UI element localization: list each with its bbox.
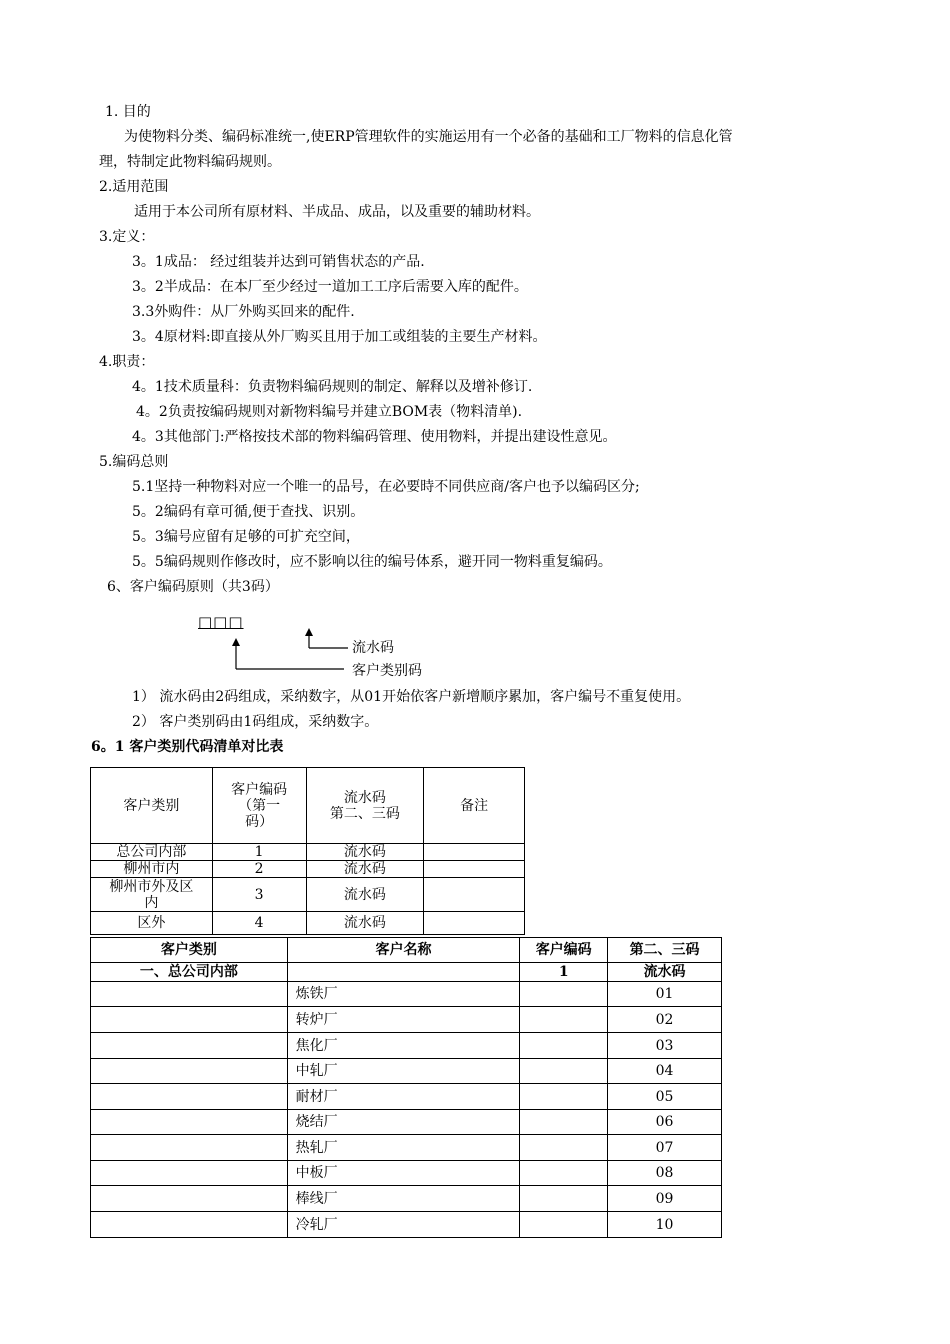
customer-serial-cell: 02 xyxy=(608,1007,722,1033)
table-row xyxy=(91,878,525,912)
section-1-title: 1. 目的 xyxy=(105,104,151,120)
table1-header-row xyxy=(91,768,525,844)
table2-header-category: 客户类别 xyxy=(91,938,288,963)
code-boxes: □□□ xyxy=(198,613,244,631)
customer-serial-cell: 01 xyxy=(608,982,722,1007)
customer-name-cell: 炼铁厂 xyxy=(287,982,520,1007)
section-5-title: 5.编码总则 xyxy=(99,454,169,470)
customer-serial-cell: 06 xyxy=(608,1110,722,1135)
table1-remark-cell xyxy=(424,878,525,912)
table1-header-remark: 备注 xyxy=(424,768,525,844)
table-row xyxy=(91,861,525,878)
customer-name-cell: 焦化厂 xyxy=(287,1033,520,1059)
customer-serial-cell: 07 xyxy=(608,1135,722,1161)
table-row xyxy=(91,844,525,861)
section-4-item-3: 4。3其他部门:严格按技术部的物料编码管理、使用物料，并提出建设性意见。 xyxy=(132,429,617,445)
table1-code-cell: 4 xyxy=(212,912,306,935)
table1-header-serial-line1: 流水码 xyxy=(343,789,386,806)
table1-header-serial-line2: 第二、三码 xyxy=(329,805,400,822)
table-row xyxy=(91,1161,722,1186)
note-1: 1） 流水码由2码组成，采纳数字，从01开始依客户新增顺序累加，客户编号不重复使用。 xyxy=(132,689,691,705)
table-row xyxy=(91,1033,722,1059)
table-row xyxy=(91,1135,722,1161)
table2-group-code: 1 xyxy=(520,963,608,982)
customer-name-cell: 热轧厂 xyxy=(287,1135,520,1161)
category-arrow-head xyxy=(232,638,240,646)
serial-arrow-head xyxy=(305,628,313,636)
table2-group-category: 一、总公司内部 xyxy=(91,963,288,982)
table1-header-code-line3: 码） xyxy=(245,813,274,830)
section-4-item-2: 4。2负责按编码规则对新物料编号并建立BOM表（物料清单). xyxy=(136,404,523,420)
table1-serial-cell: 流水码 xyxy=(306,861,424,878)
table1-code-cell: 2 xyxy=(212,861,306,878)
customer-name-cell: 转炉厂 xyxy=(287,1007,520,1033)
section-4-title: 4.职责： xyxy=(99,354,155,370)
customer-name-cell: 中轧厂 xyxy=(287,1059,520,1084)
section-5-item-3: 5。3编号应留有足够的可扩充空间， xyxy=(132,529,360,545)
table1-caption: 6。1 客户类别代码清单对比表 xyxy=(91,739,284,755)
section-3-item-4: 3。4原材料:即直接从外厂购买且用于加工或组装的主要生产材料。 xyxy=(132,329,547,345)
section-4-item-1: 4。1技术质量科：负责物料编码规则的制定、解释以及增补修订. xyxy=(132,379,533,395)
table1-header-code xyxy=(212,768,306,844)
category-code-table xyxy=(90,767,525,935)
table-row xyxy=(91,1059,722,1084)
table1-category-cell xyxy=(91,878,213,912)
table-row xyxy=(91,1186,722,1212)
section-2-title: 2.适用范围 xyxy=(99,179,169,195)
table-row xyxy=(91,1084,722,1110)
table1-serial-cell: 流水码 xyxy=(306,844,424,861)
table1-category-cell: 区外 xyxy=(91,912,213,935)
customer-name-cell: 棒线厂 xyxy=(287,1186,520,1212)
section-5-item-2: 5。2编码有章可循,便于查找、识别。 xyxy=(132,504,365,520)
table1-code-cell: 1 xyxy=(212,844,306,861)
table1-code-cell: 3 xyxy=(212,878,306,912)
section-1-paragraph-line-2: 理，特制定此物料编码规则。 xyxy=(99,154,281,170)
customer-name-cell: 冷轧厂 xyxy=(287,1212,520,1238)
table2-header-code: 客户编码 xyxy=(520,938,608,963)
code-structure-diagram xyxy=(196,612,456,684)
table1-header-serial xyxy=(306,768,424,844)
customer-serial-cell: 09 xyxy=(608,1186,722,1212)
table1-serial-cell: 流水码 xyxy=(306,912,424,935)
table2-group-serial: 流水码 xyxy=(608,963,722,982)
customer-name-cell: 中板厂 xyxy=(287,1161,520,1186)
section-2-paragraph: 适用于本公司所有原材料、半成品、成品，以及重要的辅助材料。 xyxy=(134,204,540,220)
table-row xyxy=(91,912,525,935)
customer-code-table xyxy=(90,937,722,1238)
customer-serial-cell: 04 xyxy=(608,1059,722,1084)
table2-group-name xyxy=(287,963,520,982)
customer-serial-cell: 10 xyxy=(608,1212,722,1238)
customer-name-cell: 耐材厂 xyxy=(287,1084,520,1110)
table-row xyxy=(91,1212,722,1238)
table1-header-code-line1: 客户编码 xyxy=(231,781,288,798)
note-2: 2） 客户类别码由1码组成，采纳数字。 xyxy=(132,714,379,730)
table1-category-line1: 柳州市外及区 xyxy=(109,878,194,895)
section-5-item-1: 5.1坚持一种物料对应一个唯一的品号，在必要時不同供应商/客户也予以编码区分; xyxy=(132,479,640,495)
customer-serial-cell: 08 xyxy=(608,1161,722,1186)
section-3-item-3: 3.3外购件：从厂外购买回来的配件. xyxy=(132,304,355,320)
table1-remark-cell xyxy=(424,844,525,861)
table2-group-row xyxy=(91,963,722,982)
table1-category-cell: 总公司内部 xyxy=(91,844,213,861)
table1-header-code-line2: （第一 xyxy=(238,797,281,814)
table1-category-line2: 内 xyxy=(144,894,159,911)
section-1-paragraph-line-1: 为使物料分类、编码标准统一,使ERP管理软件的实施运用有一个必备的基础和工厂物料的信息化管 xyxy=(124,129,733,145)
section-3-item-2: 3。2半成品：在本厂至少经过一道加工工序后需要入库的配件。 xyxy=(132,279,528,295)
table1-serial-cell: 流水码 xyxy=(306,878,424,912)
customer-name-cell: 烧结厂 xyxy=(287,1110,520,1135)
customer-serial-cell: 03 xyxy=(608,1033,722,1059)
section-3-title: 3.定义： xyxy=(99,229,155,245)
section-5-item-5: 5。5编码规则作修改时，应不影响以往的编号体系，避开同一物料重复编码。 xyxy=(132,554,612,570)
table-row xyxy=(91,982,722,1007)
table-row xyxy=(91,1110,722,1135)
table2-header-serial: 第二、三码 xyxy=(608,938,722,963)
table1-remark-cell xyxy=(424,861,525,878)
category-code-label: 客户类别码 xyxy=(352,663,422,679)
customer-serial-cell: 05 xyxy=(608,1084,722,1110)
table2-header-name: 客户名称 xyxy=(287,938,520,963)
section-6-title: 6、客户编码原则（共3码） xyxy=(107,579,279,595)
table2-header-row xyxy=(91,938,722,963)
serial-code-label: 流水码 xyxy=(352,640,394,656)
section-3-item-1: 3。1成品： 经过组装并达到可销售状态的产品. xyxy=(132,254,425,270)
table1-header-category: 客户类别 xyxy=(91,768,213,844)
table-row xyxy=(91,1007,722,1033)
table1-category-cell: 柳州市内 xyxy=(91,861,213,878)
table1-remark-cell xyxy=(424,912,525,935)
